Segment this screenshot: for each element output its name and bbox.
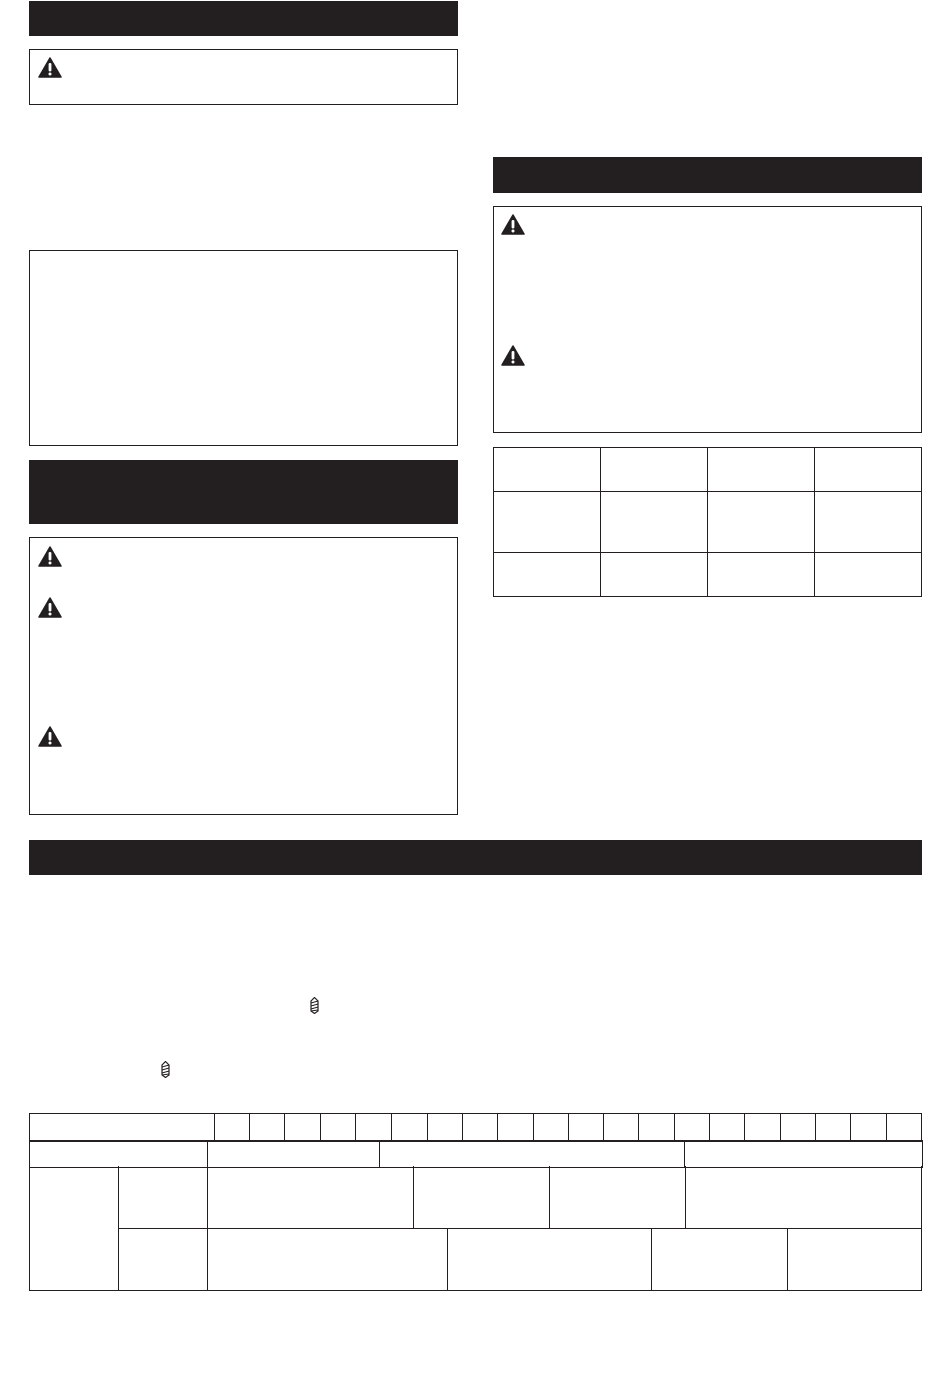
table-cell — [639, 1114, 674, 1142]
table-divider — [447, 1228, 448, 1290]
table-cell — [674, 1114, 709, 1142]
table-cell — [745, 1114, 780, 1142]
section-header-bar-4 — [29, 840, 922, 875]
spec-table-small — [493, 447, 922, 597]
section-header-bar-3 — [493, 157, 922, 193]
table-cell — [498, 1114, 533, 1142]
table-row-divider — [118, 1228, 922, 1229]
table-cell — [604, 1114, 639, 1142]
table-divider — [549, 1166, 550, 1228]
table-cell — [214, 1114, 249, 1142]
section-header-bar-1 — [29, 1, 458, 36]
warning-triangle-icon — [38, 726, 62, 747]
table-divider — [413, 1166, 414, 1228]
table-cell — [601, 492, 708, 553]
table-cell — [710, 1114, 745, 1142]
table-cell — [708, 492, 815, 553]
table-cell — [815, 1114, 850, 1142]
drill-bit-icon — [310, 997, 319, 1014]
table-cell — [320, 1114, 355, 1142]
warning-triangle-icon — [501, 345, 525, 366]
table-cell — [285, 1114, 320, 1142]
table-divider — [651, 1228, 652, 1290]
table-cell — [427, 1114, 462, 1142]
table-cell — [30, 1114, 215, 1142]
table-cell — [533, 1114, 568, 1142]
table-cell — [815, 492, 922, 553]
warning-box-3 — [493, 206, 922, 433]
table-cell — [708, 553, 815, 597]
drill-bit-icon — [161, 1061, 170, 1078]
table-cell — [851, 1114, 886, 1142]
torque-table-row-1 — [29, 1113, 922, 1142]
table-cell — [708, 448, 815, 492]
warning-box-2 — [29, 537, 458, 815]
table-cell — [250, 1114, 285, 1142]
table-cell — [494, 448, 601, 492]
table-cell — [208, 1141, 380, 1168]
table-cell — [601, 553, 708, 597]
note-box — [29, 250, 458, 446]
warning-triangle-icon — [38, 546, 62, 567]
table-cell — [815, 448, 922, 492]
warning-triangle-icon — [38, 597, 62, 618]
warning-box-1 — [29, 49, 458, 105]
table-divider — [685, 1166, 686, 1228]
table-cell — [380, 1141, 685, 1168]
section-header-bar-2 — [29, 460, 458, 524]
table-cell — [462, 1114, 497, 1142]
table-cell — [886, 1114, 921, 1142]
table-divider — [787, 1228, 788, 1290]
table-cell — [494, 553, 601, 597]
warning-triangle-icon — [501, 214, 525, 235]
table-cell — [685, 1141, 923, 1168]
table-cell — [601, 448, 708, 492]
table-cell — [356, 1114, 392, 1142]
table-cell — [815, 553, 922, 597]
table-cell — [392, 1114, 427, 1142]
table-cell — [494, 492, 601, 553]
warning-triangle-icon — [38, 57, 62, 78]
torque-table-lower — [29, 1166, 922, 1291]
table-cell — [568, 1114, 603, 1142]
torque-table-row-2 — [29, 1140, 923, 1168]
table-cell — [30, 1141, 208, 1168]
table-cell — [780, 1114, 815, 1142]
